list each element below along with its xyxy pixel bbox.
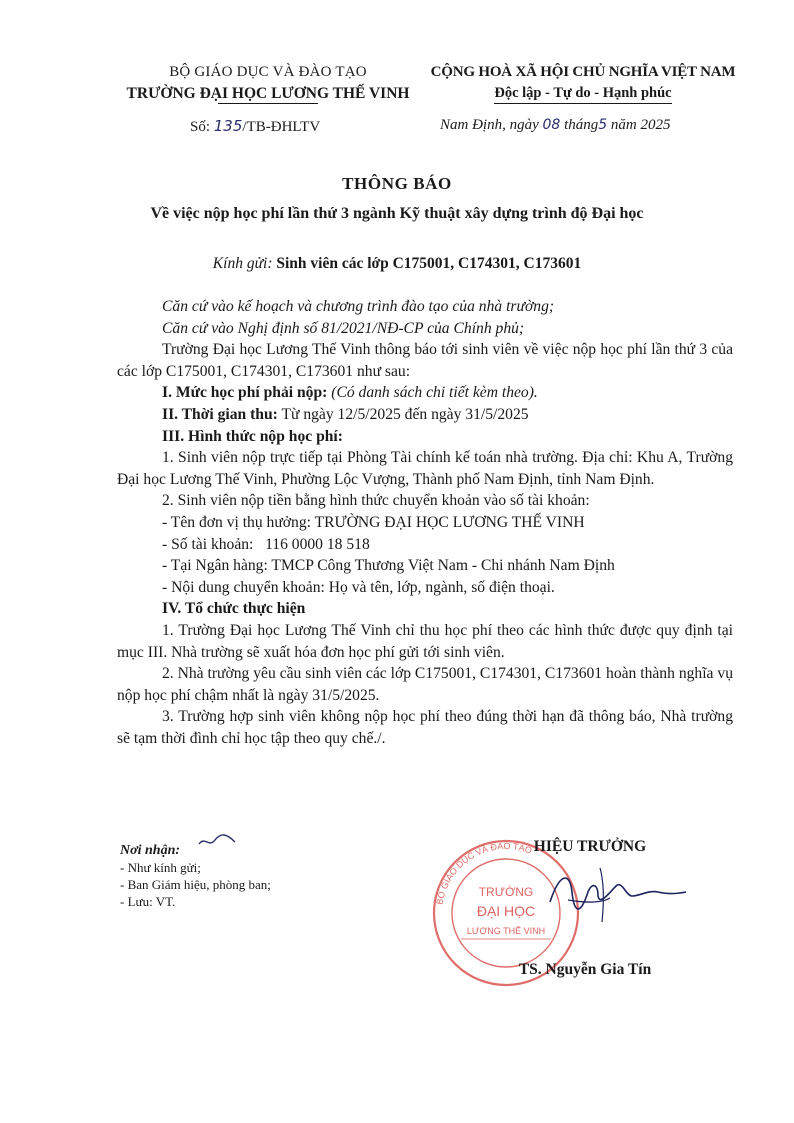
signatory-title: HIỆU TRƯỞNG (533, 838, 647, 855)
section-3-paragraph-2: 2. Sinh viên nộp tiền bằng hình thức chuyển khoản vào số tài khoản: (162, 492, 590, 510)
seal-text-bottom: LƯƠNG THẾ VINH (466, 926, 546, 936)
national-heading (430, 64, 736, 104)
handwritten-mark-icon (197, 830, 237, 852)
date-place: Nam Định, ngày (440, 117, 539, 133)
signatory-name: TS. Nguyễn Gia Tín (518, 961, 652, 978)
republic-name: CỘNG HOÀ XÃ HỘI CHỦ NGHĨA VIỆT NAM (430, 64, 736, 80)
document-number (190, 117, 320, 136)
distribution-item: - Như kính gửi; (120, 860, 201, 875)
section-1-heading: I. Mức học phí phải nộp: (162, 384, 328, 402)
section-3-paragraph-1: 1. Sinh viên nộp trực tiếp tại Phòng Tài chính kế toán nhà trường. Địa chỉ: Khu A, Trường Đại học Lương Thế Vinh, Phường Lộc Vượng, Thành phố Nam Định, tỉnh Nam Định. (117, 449, 733, 488)
intro-paragraph: Trường Đại học Lương Thế Vinh thông báo tới sinh viên về việc nộp học phí lần thứ 3 của các lớp C175001, C174301, C173601 như sau: (117, 341, 733, 380)
document-number-handwritten: 135 (213, 117, 243, 135)
recipient-label: Kính gửi: (212, 255, 273, 272)
issuer-block (118, 64, 418, 103)
document-title: THÔNG BÁO (342, 174, 452, 193)
university-name: TRƯỜNG ĐẠI HỌC LƯƠNG THẾ VINH (126, 85, 410, 102)
section-4-paragraph-1: 1. Trường Đại học Lương Thế Vinh chỉ thu học phí theo các hình thức được quy định tại mục III. Nhà trường sẽ xuất hóa đơn học phí gửi tới sinh viên. (117, 621, 733, 661)
distribution-item: - Lưu: VT. (120, 894, 176, 909)
section-4-paragraph-2: 2. Nhà trường yêu cầu sinh viên các lớp C175001, C174301, C173601 hoàn thành nghĩa vụ nộp học phí chậm nhất là ngày 31/5/2025. (117, 665, 733, 704)
payment-beneficiary: - Tên đơn vị thụ hưởng: TRƯỜNG ĐẠI HỌC LƯƠNG THẾ VINH (162, 513, 585, 531)
document-number-label: Số: (190, 119, 211, 135)
distribution-item: - Ban Giám hiệu, phòng ban; (120, 877, 271, 892)
date-month-label: tháng (564, 117, 599, 133)
payment-transfer-content: - Nội dung chuyển khoản: Họ và tên, lớp, ngành, số điện thoại. (162, 578, 555, 596)
legal-basis-2: Căn cứ vào Nghị định số 81/2021/NĐ-CP của Chính phủ; (162, 319, 525, 337)
seal-text-top: TRƯỜNG (478, 885, 534, 899)
header-divider (218, 103, 318, 104)
section-2-heading: II. Thời gian thu: (162, 405, 278, 423)
date-month: 5 (598, 117, 608, 133)
section-2 (117, 404, 733, 426)
document-number-suffix: /TB-ĐHLTV (242, 119, 321, 135)
payment-account-number: - Số tài khoản: 116 0000 18 518 (162, 535, 370, 553)
section-3-heading: III. Hình thức nộp học phí: (162, 427, 343, 445)
section-4-paragraph-3: 3. Trường hợp sinh viên không nộp học phí theo đúng thời hạn đã thông báo, Nhà trường sẽ tạm thời đình chỉ học tập theo quy chế./. (117, 708, 733, 747)
section-4-heading: IV. Tổ chức thực hiện (162, 600, 306, 618)
legal-basis-1: Căn cứ vào kế hoạch và chương trình đào tạo của nhà trường; (162, 298, 555, 315)
payment-bank: - Tại Ngân hàng: TMCP Công Thương Việt Nam - Chi nhánh Nam Định (162, 557, 615, 575)
section-2-text: Từ ngày 12/5/2025 đến ngày 31/5/2025 (281, 405, 529, 423)
document-subtitle: Về việc nộp học phí lần thứ 3 ngành Kỹ thuật xây dựng trình độ Đại học (150, 205, 644, 222)
section-1 (117, 382, 733, 404)
document-date (440, 117, 671, 134)
recipient-value: Sinh viên các lớp C175001, C174301, C173601 (276, 255, 582, 272)
national-motto: Độc lập - Tự do - Hạnh phúc (494, 85, 671, 104)
seal-ring-text: BỘ GIÁO DỤC VÀ ĐÀO TẠO (434, 840, 534, 906)
distribution-list (120, 842, 271, 910)
section-1-text: (Có danh sách chi tiết kèm theo). (331, 384, 538, 402)
handwritten-signature-icon (540, 862, 690, 932)
seal-text-middle: ĐẠI HỌC (476, 903, 536, 919)
document-body (117, 296, 733, 749)
date-day: 08 (542, 117, 561, 133)
recipient-line (0, 255, 794, 273)
distribution-heading: Nơi nhận: (120, 843, 181, 858)
ministry-name: BỘ GIÁO DỤC VÀ ĐÀO TẠO (169, 64, 367, 80)
date-year: năm 2025 (610, 117, 671, 133)
